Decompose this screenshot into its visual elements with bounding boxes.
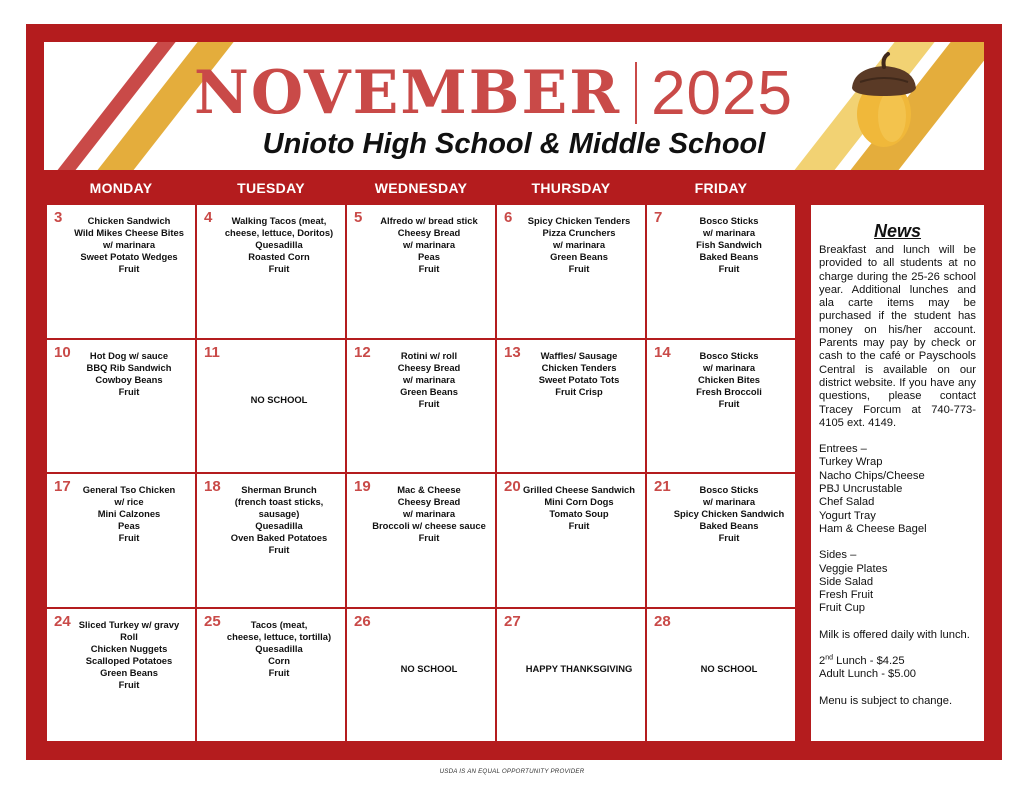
day-number: 11 [204,343,220,361]
day-number: 27 [504,612,521,630]
day-menu: Spicy Chicken Tenders Pizza Crunchers w/ marinara Green Beans Fruit [527,215,631,274]
day-menu: Walking Tacos (meat, cheese, lettuce, Doritos) Quesadilla Roasted Corn Fruit [224,215,334,274]
title-row [194,56,793,130]
day-number: 7 [654,209,663,226]
calendar-day-cell [646,204,796,339]
title-divider [635,62,637,124]
day-menu: Sliced Turkey w/ gravy Roll Chicken Nuggets Scalloped Potatoes Green Beans Fruit [78,618,180,690]
list-item: Nacho Chips/Cheese [819,469,925,482]
day-number: 28 [654,612,671,630]
day-header-tuesday: TUESDAY [237,180,305,196]
day-header-row [46,176,796,200]
day-menu: Chicken Sandwich Wild Mikes Cheese Bites w/ marinara Sweet Potato Wedges Fruit [74,215,184,274]
calendar-day-cell [46,608,196,743]
usda-footer: USDA IS AN EQUAL OPPORTUNITY PROVIDER [439,768,585,775]
calendar-day-cell [196,339,346,474]
entrees-list [819,443,976,536]
adult-lunch-price: Adult Lunch - $5.00 [819,668,917,681]
list-item: Turkey Wrap [819,456,883,469]
day-number: 3 [54,209,63,226]
calendar-day-cell [46,473,196,608]
calendar-day-cell [496,204,646,339]
calendar-day-cell [646,339,796,474]
calendar-day-cell [646,473,796,608]
day-number: 25 [204,612,221,630]
day-header-friday: FRIDAY [694,180,748,196]
calendar-day-cell [196,204,346,339]
sides-heading: Sides – [819,549,857,562]
day-number: 24 [54,612,71,630]
day-menu: Bosco Sticks w/ marinara Chicken Bites Fresh Broccoli Fruit [696,349,762,409]
calendar-grid [46,204,796,742]
day-number: 18 [204,478,221,495]
day-menu: Waffles/ Sausage Chicken Tenders Sweet Potato Tots Fruit Crisp [538,349,620,397]
calendar-day-cell [196,608,346,743]
day-menu: General Tso Chicken w/ rice Mini Calzones Peas Fruit [82,484,176,543]
calendar-header [44,42,984,170]
day-menu: Tacos (meat, cheese, lettuce, tortilla) Quesadilla Corn Fruit [226,618,332,678]
milk-note: Milk is offered daily with lunch. [819,628,970,641]
list-item: Veggie Plates [819,562,888,575]
day-menu: HAPPY THANKSGIVING [525,662,633,674]
calendar-day-cell [346,473,496,608]
day-number: 5 [354,209,363,226]
news-panel [810,204,985,742]
day-menu: Mac & Cheese Cheesy Bread w/ marinara Broccoli w/ cheese sauce Fruit [372,484,486,543]
day-header-wednesday: WEDNESDAY [374,180,468,196]
lunch-prices [819,655,976,682]
entrees-heading: Entrees – [819,443,867,456]
list-item: Yogurt Tray [819,509,876,522]
school-name: Unioto High School & Middle School [262,128,766,160]
day-menu: NO SCHOOL [400,662,458,674]
day-number: 10 [54,343,71,361]
day-number: 13 [504,343,521,361]
day-number: 19 [354,478,371,495]
list-item: Chef Salad [819,496,875,509]
day-menu: Hot Dog w/ sauce BBQ Rib Sandwich Cowboy Beans Fruit [86,349,172,397]
day-menu: Rotini w/ roll Cheesy Bread w/ marinara Green Beans Fruit [397,349,461,409]
day-menu: Grilled Cheese Sandwich Mini Corn Dogs Tomato Soup Fruit [522,484,635,531]
calendar-day-cell [496,608,646,743]
calendar-day-cell [496,473,646,608]
menu-disclaimer: Menu is subject to change. [819,694,953,707]
day-number: 12 [354,343,371,361]
day-menu: Bosco Sticks w/ marinara Fish Sandwich Baked Beans Fruit [696,215,762,274]
day-number: 6 [504,209,513,226]
calendar-day-cell [46,339,196,474]
day-header-monday: MONDAY [89,180,153,196]
calendar-day-cell [196,473,346,608]
calendar-day-cell [646,608,796,743]
day-number: 21 [654,478,671,495]
sides-list [819,549,976,615]
day-number: 14 [654,343,671,361]
second-lunch-price: 2nd Lunch - $4.25 [819,654,905,668]
calendar-day-cell [346,339,496,474]
calendar-day-cell [346,608,496,743]
day-number: 4 [204,209,213,226]
day-header-thursday: THURSDAY [531,180,611,196]
day-number: 26 [354,612,371,630]
list-item: Ham & Cheese Bagel [819,522,927,535]
month-title: NOVEMBER [194,58,622,128]
calendar-day-cell [346,204,496,339]
day-menu: NO SCHOOL [700,662,758,674]
calendar-day-cell [496,339,646,474]
day-number: 20 [504,478,521,495]
day-number: 17 [54,478,71,495]
day-menu: NO SCHOOL [250,393,308,405]
list-item: PBJ Uncrustable [819,483,903,496]
list-item: Side Salad [819,575,874,588]
calendar-day-cell [46,204,196,339]
list-item: Fresh Fruit [819,589,874,602]
day-menu: Bosco Sticks w/ marinara Spicy Chicken Sandwich Baked Beans Fruit [673,484,785,543]
day-menu: Alfredo w/ bread stick Cheesy Bread w/ marinara Peas Fruit [380,215,478,274]
day-menu: Sherman Brunch (french toast sticks, sausage) Quesadilla Oven Baked Potatoes Fruit [230,484,328,555]
year-title: 2025 [651,58,794,128]
news-body: Breakfast and lunch will be provided to all students at no charge during the 25-26 school year. Additional lunches and ala carte items may be purchased if the student has money on his/her account. Parents may pay by check or cash to the café or Payschools Central is available on our district website. If you have any questions, please contact Tracey Forcum at 740-773-4105 ext. 4149. [819,244,976,429]
news-title: News [873,221,922,241]
list-item: Fruit Cup [819,602,866,615]
